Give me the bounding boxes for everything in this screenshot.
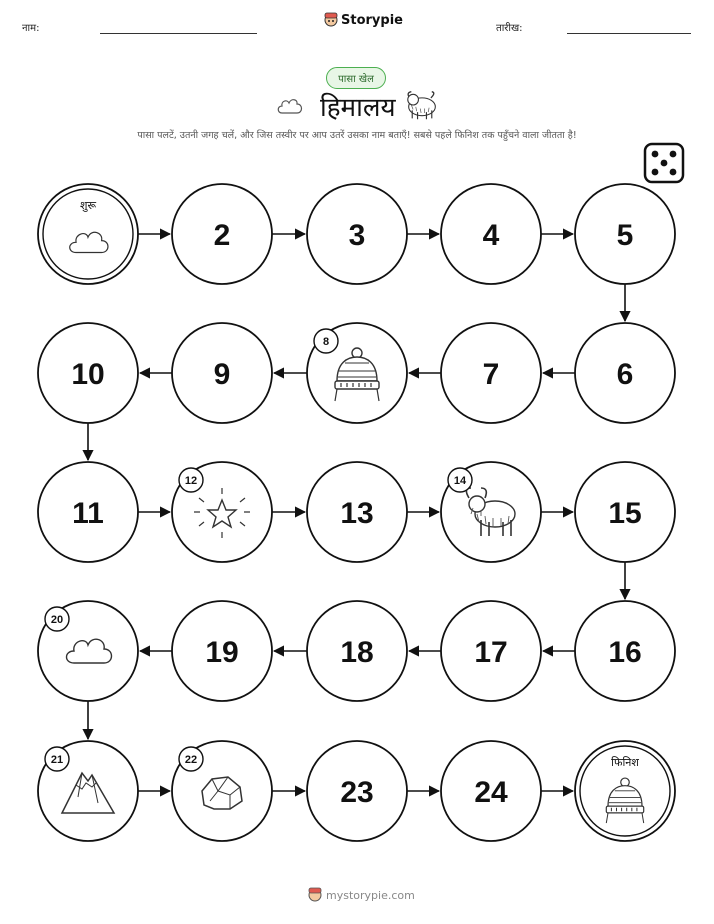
space-number: 7 (482, 358, 500, 391)
space-number: 23 (340, 776, 374, 809)
board-space-23[interactable] (307, 741, 407, 841)
instructions: पासा पलटें, उतनी जगह चलें, और जिस तस्वीर पर आप उतरें उसका नाम बताएँ! सबसे पहले फिनिश तक पहुँचने वाला जीतता है! (137, 130, 577, 141)
space-number: 3 (348, 219, 366, 252)
space-number-badge: 14 (453, 475, 467, 487)
board-space-15[interactable] (575, 462, 675, 562)
board-space-21[interactable] (38, 741, 138, 841)
page-title: हिमालय (320, 93, 396, 123)
space-number: 19 (205, 636, 239, 669)
board-space-20[interactable] (38, 601, 138, 701)
finish-label: फिनिश (611, 756, 639, 769)
space-number: 11 (72, 497, 104, 530)
board-space-5[interactable] (575, 184, 675, 284)
date-label: तारीख: (496, 23, 523, 34)
space-number-badge: 21 (50, 754, 64, 766)
board-space-7[interactable] (441, 323, 541, 423)
board-space-10[interactable] (38, 323, 138, 423)
space-number: 18 (340, 636, 374, 669)
board-space-6[interactable] (575, 323, 675, 423)
space-number-badge: 12 (184, 475, 198, 487)
space-number: 16 (608, 636, 642, 669)
space-number: 15 (608, 497, 642, 530)
space-number-badge: 20 (50, 614, 64, 626)
site-url[interactable]: mystorypie.com (326, 888, 415, 902)
space-number: 13 (340, 497, 374, 530)
board-space-17[interactable] (441, 601, 541, 701)
space-number: 17 (474, 636, 508, 669)
board-space-14[interactable] (441, 462, 541, 562)
board-space-8[interactable] (307, 323, 407, 423)
start-label: शुरू (79, 199, 97, 212)
storypie-mascot-icon (308, 887, 322, 903)
game-type-badge: पासा खेल (326, 67, 386, 89)
space-number: 6 (616, 358, 634, 391)
space-number-badge: 22 (184, 754, 198, 766)
board-space-12[interactable] (172, 462, 272, 562)
name-label: नाम: (22, 23, 40, 34)
space-number: 2 (213, 219, 231, 252)
board-space-13[interactable] (307, 462, 407, 562)
board-space-24[interactable] (441, 741, 541, 841)
board-space-16[interactable] (575, 601, 675, 701)
board-space-18[interactable] (307, 601, 407, 701)
board-space-11[interactable] (38, 462, 138, 562)
space-number: 9 (213, 358, 231, 391)
board-space-25[interactable] (575, 741, 675, 841)
board-space-4[interactable] (441, 184, 541, 284)
board-space-9[interactable] (172, 323, 272, 423)
board-space-22[interactable] (172, 741, 272, 841)
board-space-2[interactable] (172, 184, 272, 284)
space-number: 10 (71, 358, 105, 391)
space-number: 24 (474, 776, 508, 809)
space-number: 4 (482, 219, 500, 252)
board-space-3[interactable] (307, 184, 407, 284)
footer (308, 887, 415, 903)
board-space-19[interactable] (172, 601, 272, 701)
space-number: 5 (616, 219, 634, 252)
space-number-badge: 8 (322, 336, 330, 348)
board-space-1[interactable] (38, 184, 138, 284)
board-spaces (38, 184, 675, 841)
brand-name: Storypie (341, 12, 403, 28)
